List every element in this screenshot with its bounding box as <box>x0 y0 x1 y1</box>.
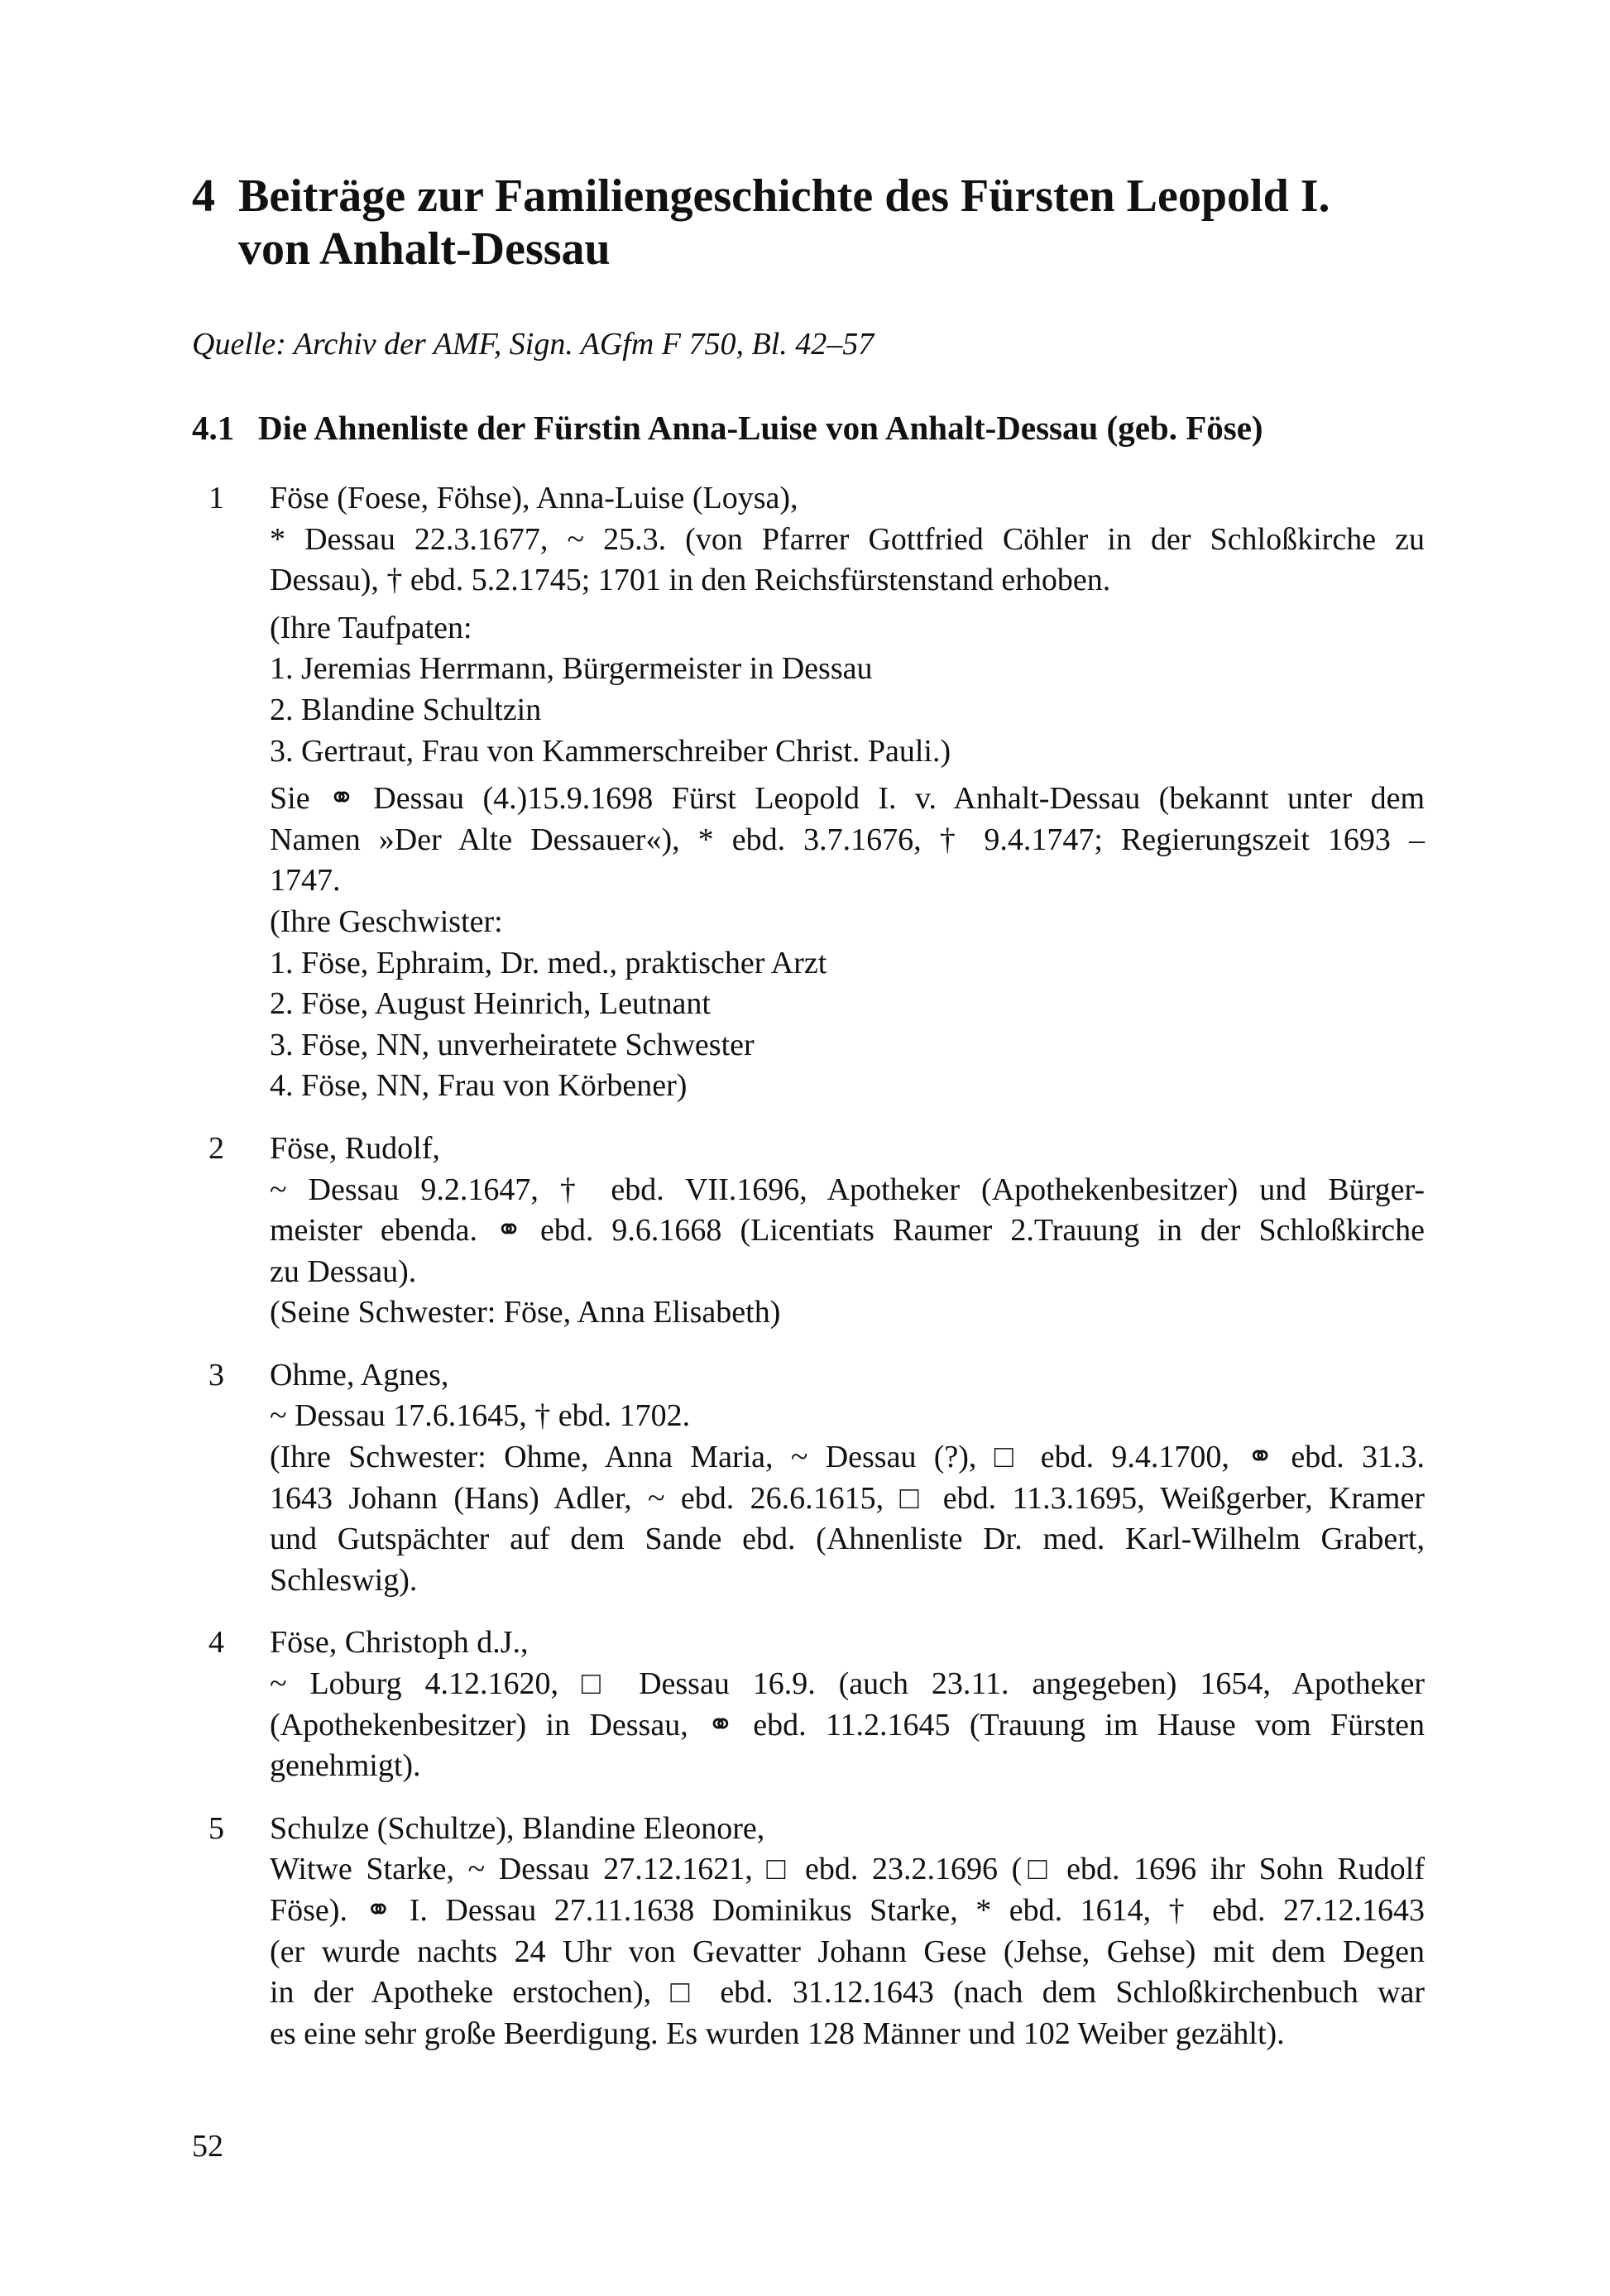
entry-line: Witwe Starke, ~ Dessau 27.12.1621, □ ebd. 23.2.1696 (□ ebd. 1696 ihr Sohn Rudolf <box>270 1852 1425 1887</box>
entry-line: 1643 Johann (Hans) Adler, ~ ebd. 26.6.1615, □ ebd. 11.3.1695, Weißgerber, Kramer <box>270 1480 1425 1516</box>
entry-line: Föse). ⚭ I. Dessau 27.11.1638 Dominikus Starke, * ebd. 1614, † ebd. 27.12.1643 <box>270 1893 1425 1928</box>
entry-line: 3. Föse, NN, unverheiratete Schwester <box>270 1027 755 1062</box>
entry-number: 3 <box>208 1357 224 1392</box>
ancestor-entry-4 <box>192 1623 1425 1786</box>
entry-line: es eine sehr große Beerdigung. Es wurden 128 Männer und 102 Weiber gezählt). <box>270 2016 1285 2051</box>
page-number: 52 <box>192 2129 223 2164</box>
entry-line: Föse, Rudolf, <box>270 1130 440 1166</box>
entry-line: 2. Föse, August Heinrich, Leutnant <box>270 986 711 1022</box>
ancestor-entry-5 <box>192 1809 1425 2055</box>
entry-line: (Ihre Geschwister: <box>270 904 503 939</box>
entry-line: 4. Föse, NN, Frau von Körbener) <box>270 1068 688 1104</box>
entry-line: Föse (Foese, Föhse), Anna-Luise (Loysa), <box>270 481 798 515</box>
section-number: 4.1 <box>192 409 235 447</box>
entry-line: Schulze (Schultze), Blandine Eleonore, <box>270 1810 765 1846</box>
entry-line: Föse, Christoph d.J., <box>270 1625 529 1661</box>
entry-number: 4 <box>208 1625 224 1661</box>
entry-line: (Apothekenbesitzer) in Dessau, ⚭ ebd. 11.2.1645 (Trauung im Hause vom Fürsten <box>270 1707 1425 1742</box>
ancestor-entry-2 <box>192 1129 1425 1334</box>
entry-line: genehmigt). <box>270 1748 421 1784</box>
entry-line: ~ Dessau 17.6.1645, † ebd. 1702. <box>270 1398 691 1434</box>
chapter-title-line2: von Anhalt-Dessau <box>238 223 611 275</box>
chapter-title <box>192 170 1433 276</box>
entry-line: (er wurde nachts 24 Uhr von Gevatter Johann Gese (Jehse, Gehse) mit dem Degen <box>270 1934 1425 1969</box>
entry-line: in der Apotheke erstochen), □ ebd. 31.12.1643 (nach dem Schloßkirchenbuch war <box>270 1975 1425 2011</box>
entry-line: 2. Blandine Schultzin <box>270 692 542 727</box>
ancestor-entry-1 <box>192 478 1425 1107</box>
source-citation: Quelle: Archiv der AMF, Sign. AGfm F 750, Bl. 42–57 <box>192 327 874 362</box>
ancestor-entry-3 <box>192 1355 1425 1602</box>
entry-number: 5 <box>208 1810 224 1846</box>
ancestor-list <box>192 478 1425 2076</box>
entry-number: 2 <box>208 1130 224 1166</box>
entry-line: Namen »Der Alte Dessauer«), * ebd. 3.7.1676, † 9.4.1747; Regierungszeit 1693 – <box>270 822 1425 857</box>
entry-line: zu Dessau). <box>270 1253 417 1289</box>
entry-line: 1. Jeremias Herrmann, Bürgermeister in Dessau <box>270 651 873 687</box>
entry-number: 1 <box>208 481 224 515</box>
entry-line: Sie ⚭ Dessau (4.)15.9.1698 Fürst Leopold I. v. Anhalt-Dessau (bekannt unter dem <box>270 781 1425 817</box>
entry-line: Ohme, Agnes, <box>270 1357 449 1392</box>
section-title-text: Die Ahnenliste der Fürstin Anna-Luise von Anhalt-Dessau (geb. Föse) <box>258 409 1263 447</box>
entry-line: und Gutspächter auf dem Sande ebd. (Ahnenliste Dr. med. Karl-Wilhelm Grabert, <box>270 1522 1425 1557</box>
section-title <box>192 407 1263 448</box>
entry-line: (Seine Schwester: Föse, Anna Elisabeth) <box>270 1295 781 1330</box>
entry-line: * Dessau 22.3.1677, ~ 25.3. (von Pfarrer Gottfried Cöhler in der Schloßkirche zu <box>270 521 1425 557</box>
entry-line: 3. Gertraut, Frau von Kammerschreiber Christ. Pauli.) <box>270 733 951 769</box>
entry-line: (Ihre Taufpaten: <box>270 610 472 645</box>
entry-line: 1. Föse, Ephraim, Dr. med., praktischer Arzt <box>270 945 827 980</box>
entry-line: meister ebenda. ⚭ ebd. 9.6.1668 (Licentiats Raumer 2.Trauung in der Schloßkirche <box>270 1213 1425 1249</box>
entry-line: ~ Dessau 9.2.1647, † ebd. VII.1696, Apotheker (Apothekenbesitzer) und Bürger- <box>270 1172 1425 1207</box>
entry-line: ~ Loburg 4.12.1620, □ Dessau 16.9. (auch 23.11. angegeben) 1654, Apotheker <box>270 1666 1425 1702</box>
chapter-number: 4 <box>192 170 215 222</box>
entry-line: Dessau), † ebd. 5.2.1745; 1701 in den Reichsfürstenstand erhoben. <box>270 563 1111 598</box>
entry-line: 1747. <box>270 863 341 899</box>
chapter-title-line1: Beiträge zur Familiengeschichte des Fürsten Leopold I. <box>238 170 1330 222</box>
entry-line: Schleswig). <box>270 1562 418 1598</box>
entry-line: (Ihre Schwester: Ohme, Anna Maria, ~ Dessau (?), □ ebd. 9.4.1700, ⚭ ebd. 31.3. <box>270 1440 1425 1475</box>
